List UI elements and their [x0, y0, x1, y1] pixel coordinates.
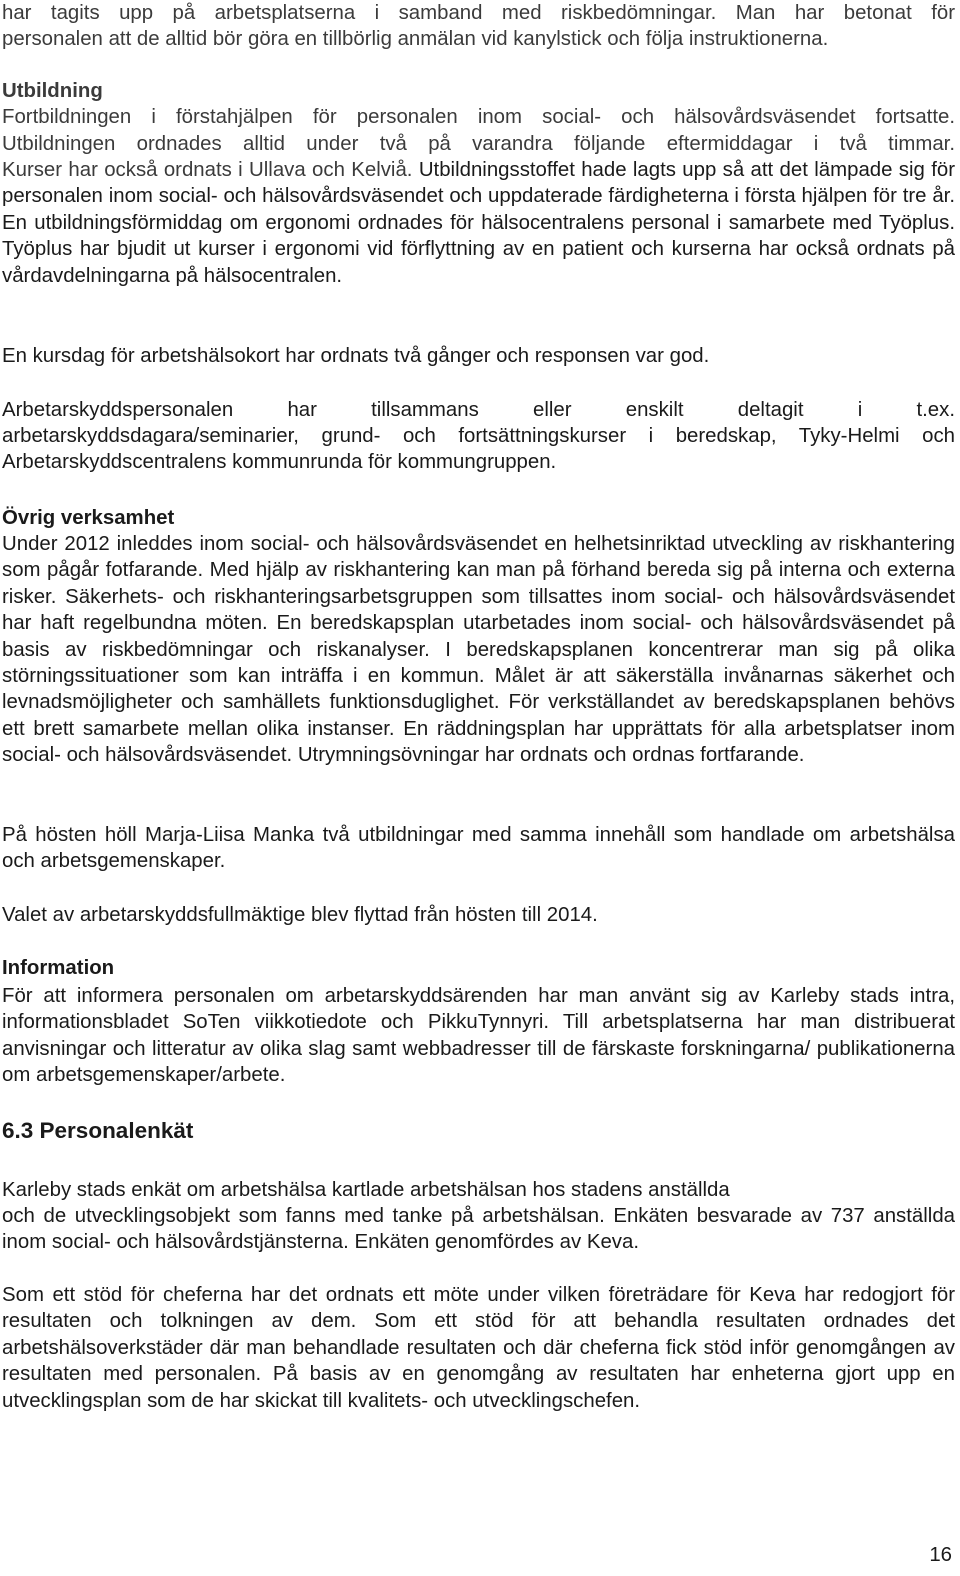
utbildning-heading: Utbildning [2, 80, 103, 102]
utbildning-paragraph [2, 157, 955, 289]
utbildning-line-1: Fortbildningen i förstahjälpen för personalen inom social- och hälsovårdsväsendet fortsatte. [2, 106, 955, 128]
section-6-3-paragraph-1-line-1: Karleby stads enkät om arbetshälsa kartlade arbetshälsan hos stadens anställda [2, 1179, 730, 1201]
information-heading: Information [2, 957, 115, 979]
section-6-3-heading: 6.3 Personalenkät [2, 1118, 194, 1143]
information-paragraph: För att informera personalen om arbetarskyddsärenden har man använt sig av Karleby stads intra, informationsbladet SoTen viikkotiedote och PikkuTynnyri. Till arbetsplatserna har man distribuerat anvisningar och litteratur av olika slag samt webbadresser till de färskaste forskningarna/ publikationerna om arbetsgemenskaper/arbete. [2, 985, 955, 1087]
ovrig-paragraph-2: På hösten höll Marja-Liisa Manka två utbildningar med samma innehåll som handlade om arbetshälsa och arbetsgemenskaper. [2, 824, 955, 873]
intro-line-2: personalen att de alltid bör göra en tillbörlig anmälan vid kanylstick och följa instruktionerna. [2, 28, 829, 50]
section-6-3-paragraph-2: Som ett stöd för cheferna har det ordnats ett möte under vilken företrädare för Keva har redogjort för resultaten och tolkningen av dem. Som ett stöd för att behandla resultaten ordnades det arbetshälsoverkstäder där man behandlade resultaten och där cheferna fick stöd inför genomgången av resultaten med personalen. På basis av en genomgång av resultaten har enheterna gjort upp en utvecklingsplan som de har skickat till kvalitets- och utvecklingschefen. [2, 1284, 955, 1412]
section-6-3-paragraph-1-rest: och de utvecklingsobjekt som fanns med tanke på arbetshälsan. Enkäten besvarade av 737 anställda inom social- och hälsovårdstjänsterna. Enkäten genomfördes av Keva. [2, 1205, 955, 1254]
utbildning-paragraph-3-rest: arbetarskyddsdagara/seminarier, grund- och fortsättningskurser i beredskap, Tyky-Helmi och Arbetarskyddscentralens kommunrunda för kommungruppen. [2, 425, 955, 474]
ovrig-paragraph-3: Valet av arbetarskyddsfullmäktige blev flyttad från hösten till 2014. [2, 904, 598, 926]
utbildning-line-2: Utbildningen ordnades alltid under två på varandra följande eftermiddagar i två timmar. [2, 133, 955, 155]
intro-line-1: har tagits upp på arbetsplatserna i samband med riskbedömningar. Man har betonat för [2, 2, 955, 24]
page-number: 16 [929, 1544, 952, 1566]
utbildning-line-3: Kurser har också ordnats i Ullava och Kelviå. [2, 159, 413, 181]
utbildning-paragraph-rest: Utbildningsstoffet hade lagts upp så att det lämpade sig för personalen inom social- och hälsovårdsväsendet och uppdaterade färdigheterna i första hjälpen för tre år. En utbildningsförmiddag om ergonomi ordnades för hälsocentralens personal i samarbete med Työplus. Työplus har bjudit ut kurser i ergonomi vid förflyttning av en patient och kurserna har också ordnats på vårdavdelningarna på hälsocentralen. [2, 159, 956, 287]
ovrig-heading: Övrig verksamhet [2, 507, 175, 529]
utbildning-paragraph-2: En kursdag för arbetshälsokort har ordnats två gånger och responsen var god. [2, 345, 710, 367]
ovrig-paragraph-1: Under 2012 inleddes inom social- och hälsovårdsväsendet en helhetsinriktad utveckling av riskhantering som pågår fotfarande. Med hjälp av riskhantering kan man på förhand bereda sig på interna och externa risker. Säkerhets- och riskhanteringsarbetsgruppen som tillsattes inom social- och hälsovårdsväsendet har haft regelbundna möten. En beredskapsplan utarbetades inom social- och hälsovårdsväsendet på basis av riskbedömningar och riskanalyser. I beredskapsplanen koncentrerar man sig på olika störningssituationer som kan inträffa i en kommun. Målet är att säkerställa invånarnas säkerhet och levnadsmöjligheter och samhällets funktionsduglighet. För verkställandet av beredskapsplanen behövs ett brett samarbete mellan olika instanser. En räddningsplan har upprättats för alla arbetsplatser inom social- och hälsovårdsväsendet. Utrymningsövningar har ordnats och ordnas fortfarande. [2, 533, 955, 767]
utbildning-paragraph-3-line-1: Arbetarskyddspersonalen har tillsammans eller enskilt deltagit i t.ex. [2, 399, 955, 421]
